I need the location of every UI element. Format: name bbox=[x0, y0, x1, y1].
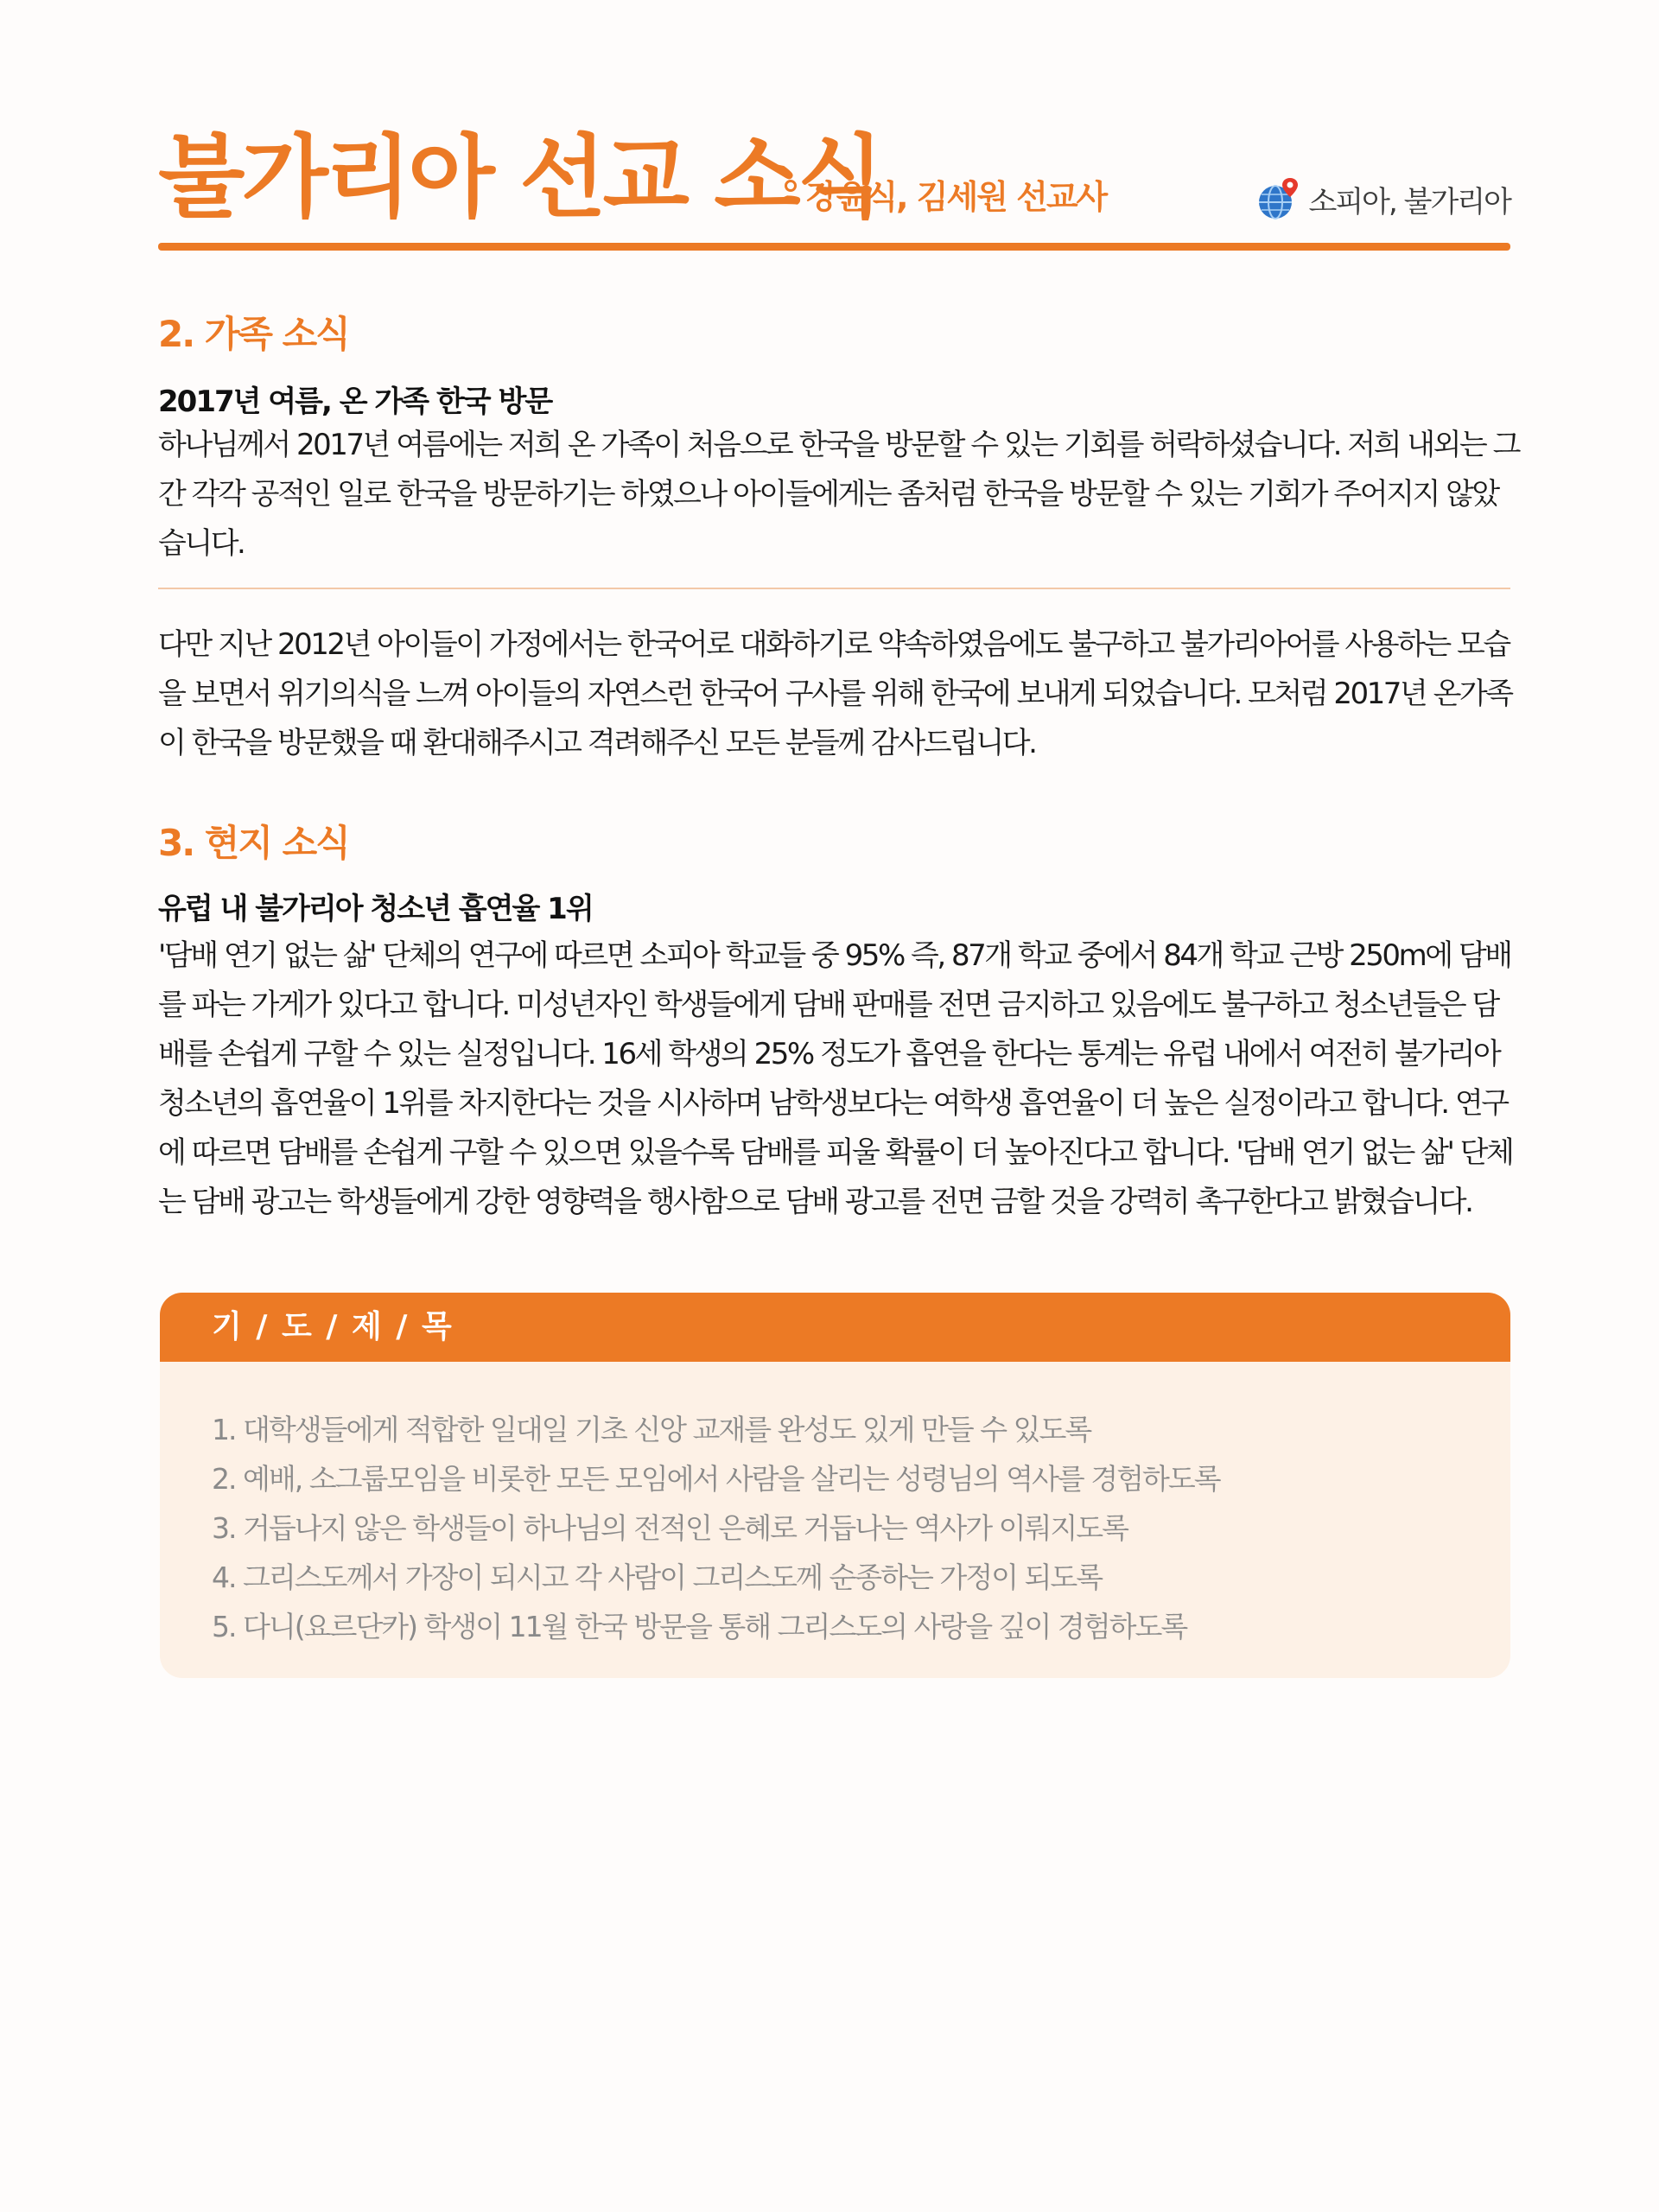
globe-pin-icon bbox=[1256, 176, 1301, 221]
section-heading-family: 2. 가족 소식 bbox=[158, 313, 349, 355]
paragraph-divider bbox=[158, 588, 1510, 589]
prayer-item: 1. 대학생들에게 적합한 일대일 기초 신앙 교재를 완성도 있게 만들 수 있도록 bbox=[212, 1413, 1091, 1446]
prayer-item: 2. 예배, 소그룹모임을 비롯한 모든 모임에서 사람을 살리는 성령님의 역사를 경험하도록 bbox=[212, 1462, 1220, 1496]
header bbox=[158, 121, 1510, 251]
header-divider bbox=[158, 243, 1510, 251]
prayer-list bbox=[212, 1405, 1220, 1651]
prayer-item: 5. 다니(요르단카) 학생이 11월 한국 방문을 통해 그리스도의 사랑을 깊이 경험하도록 bbox=[212, 1610, 1187, 1643]
location-text: 소피아, 불가리아 bbox=[1308, 184, 1510, 219]
author-name: 강윤식, 김세원 선교사 bbox=[806, 178, 1107, 216]
section-heading-local: 3. 현지 소식 bbox=[158, 822, 349, 864]
bullet-circle-icon bbox=[785, 180, 797, 192]
page-title: 불가리아 선교 소식 bbox=[158, 124, 881, 230]
subheading-family-visit: 2017년 여름, 온 가족 한국 방문 bbox=[158, 385, 552, 419]
prayer-item: 3. 거듭나지 않은 학생들이 하나님의 전적인 은혜로 거듭나는 역사가 이뤄지도록 bbox=[212, 1511, 1128, 1545]
paragraph-family-2: 다만 지난 2012년 아이들이 가정에서는 한국어로 대화하기로 약속하였음에도 불구하고 불가리아어를 사용하는 모습을 보면서 위기의식을 느껴 아이들의 자연스런 한국어 구사를 위해 한국에 보내게 되었습니다. 모처럼 2017년 온가족이 한국을 방문했을 때 환대해주시고 격려해주신 모든 분들께 감사드립니다. bbox=[158, 627, 1512, 760]
paragraph-local: '담배 연기 없는 삶' 단체의 연구에 따르면 소피아 학교들 중 95% 즉, 87개 학교 중에서 84개 학교 근방 250m에 담배를 파는 가게가 있다고 합니다. 미성년자인 학생들에게 담배 판매를 전면 금지하고 있음에도 불구하고 청소년들은 담배를 손쉽게 구할 수 있는 실정입니다. 16세 학생의 25% 정도가 흡연을 한다는 통계는 유럽 내에서 여전히 불가리아 청소년의 흡연율이 1위를 차지한다는 것을 시사하며 남학생보다는 여학생 흡연율이 더 높은 실정이라고 합니다. 연구에 따르면 담배를 손쉽게 구할 수 있으면 있을수록 담배를 피울 확률이 더 높아진다고 합니다. '담배 연기 없는 삶' 단체는 담배 광고는 학생들에게 강한 영향력을 행사함으로 담배 광고를 전면 금할 것을 강력히 촉구한다고 밝혔습니다. bbox=[158, 938, 1513, 1219]
subheading-smoking: 유럽 내 불가리아 청소년 흡연율 1위 bbox=[158, 892, 593, 926]
paragraph-family-1: 하나님께서 2017년 여름에는 저희 온 가족이 처음으로 한국을 방문할 수 있는 기회를 허락하셨습니다. 저희 내외는 그간 각각 공적인 일로 한국을 방문하기는 하였으나 아이들에게는 좀처럼 한국을 방문할 수 있는 기회가 주어지지 않았습니다. bbox=[158, 428, 1519, 561]
location-tag bbox=[1256, 173, 1510, 225]
prayer-requests-box bbox=[160, 1293, 1510, 1678]
prayer-header-bar bbox=[160, 1293, 1510, 1362]
prayer-title: 기 / 도 / 제 / 목 bbox=[212, 1309, 454, 1344]
prayer-item: 4. 그리스도께서 가장이 되시고 각 사람이 그리스도께 순종하는 가정이 되도록 bbox=[212, 1560, 1103, 1594]
